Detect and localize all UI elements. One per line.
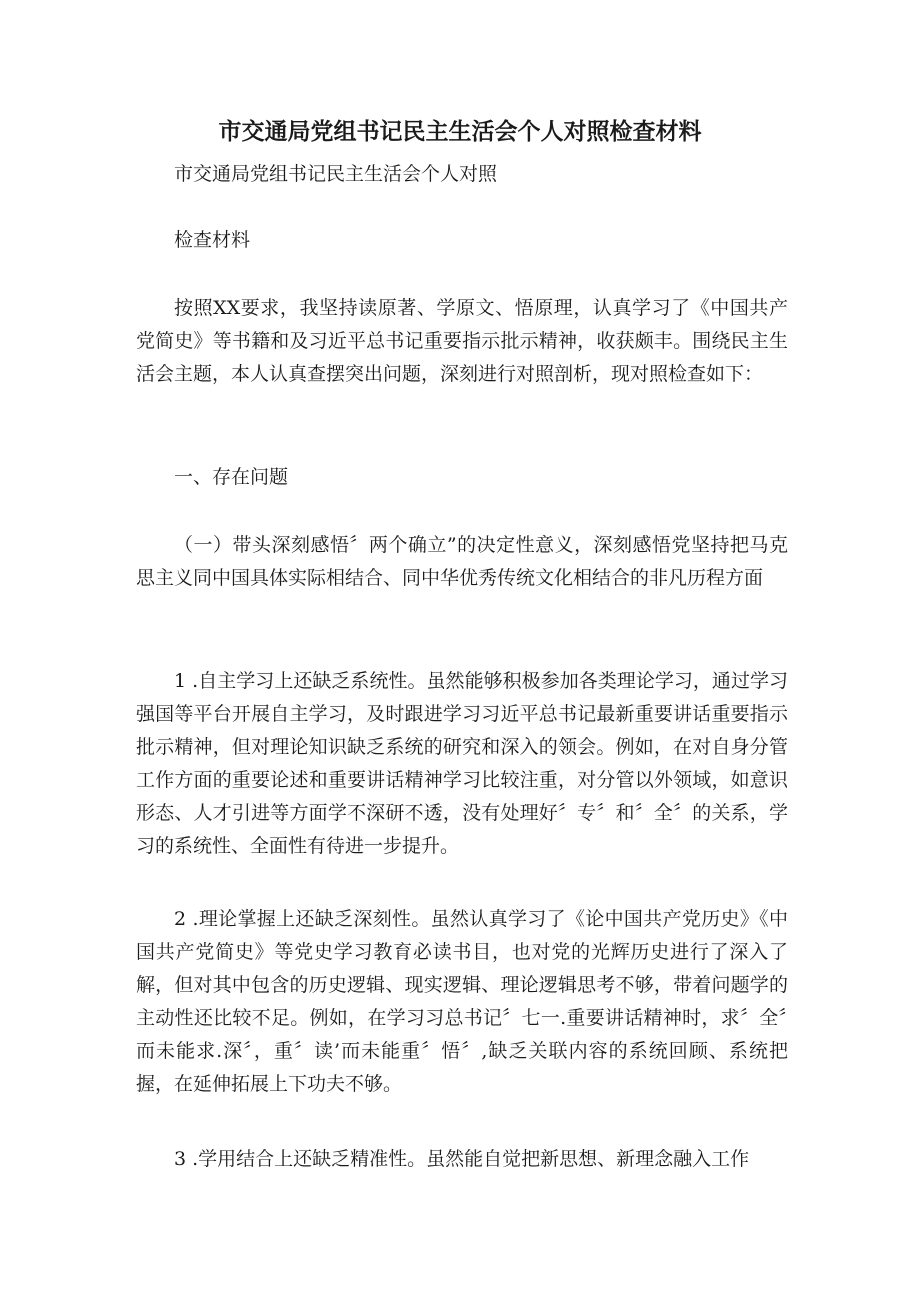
- point-3-paragraph: 3 .学用结合上还缺乏精准性。虽然能自觉把新思想、新理念融入工作: [174, 1148, 750, 1170]
- document-title: 市交通局党组书记民主生活会个人对照检查材料: [218, 119, 702, 145]
- point-2-paragraph: 2 .理论掌握上还缺乏深刻性。虽然认真学习了《论中国共产党历史》《中国共产党简史》等党史学习教育必读书目，也对党的光辉历史进行了深入了解，但对其中包含的历史逻辑、现实逻辑、理论逻辑思考不够，带着问题学的主动性还比较不足。例如，在学习习总书记〞七一.重要讲话精神时，求〞全〞而未能求.深〞，重〞读’而未能重〞悟〞,缺乏关联内容的系统回顾、系统把握，在延伸拓展上下功夫不够。: [136, 908, 788, 1095]
- subtitle-line-1: 市交通局党组书记民主生活会个人对照: [174, 163, 498, 185]
- subsection-heading-1: （一）带头深刻感悟〞两个确立”的决定性意义，深刻感悟党坚持把马克思主义同中国具体实际相结合、同中华优秀传统文化相结合的非凡历程方面: [136, 534, 788, 589]
- section-heading-problems: 一、存在问题: [174, 466, 289, 488]
- subtitle-line-2: 检查材料: [174, 229, 251, 251]
- intro-paragraph: 按照XX要求，我坚持读原著、学原文、悟原理，认真学习了《中国共产党简史》等书籍和及习近平总书记重要指示批示精神，收获颇丰。围绕民主生活会主题，本人认真查摆突出问题，深刻进行对照剖析，现对照检查如下：: [136, 297, 788, 385]
- point-1-paragraph: 1 .自主学习上还缺乏系统性。虽然能够积极参加各类理论学习，通过学习强国等平台开展自主学习，及时跟进学习习近平总书记最新重要讲话重要指示批示精神，但对理论知识缺乏系统的研究和深入的领会。例如，在对自身分管工作方面的重要论述和重要讲话精神学习比较注重，对分管以外领域，如意识形态、人才引进等方面学不深研不透，没有处理好〞专〞和〞全〞的关系，学习的系统性、全面性有待进一步提升。: [136, 670, 788, 857]
